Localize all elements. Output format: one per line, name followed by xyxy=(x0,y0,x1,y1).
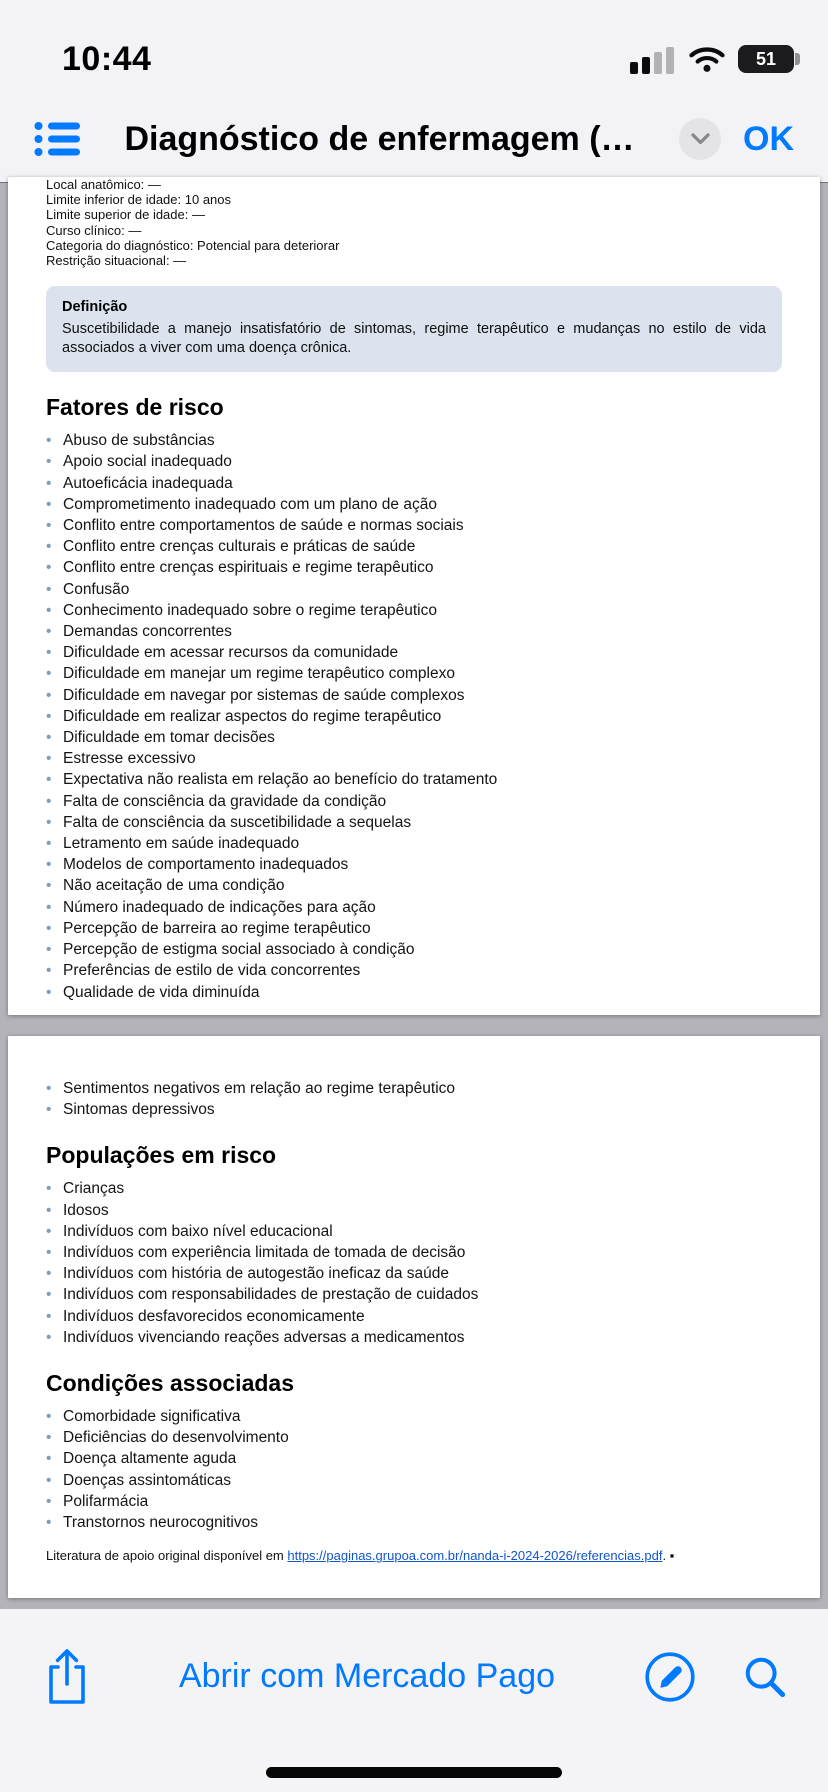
list-item xyxy=(46,706,782,727)
bullet-icon xyxy=(46,918,63,939)
markup-icon xyxy=(644,1651,696,1703)
list-item-text: Polifarmácia xyxy=(63,1492,149,1510)
bullet-icon xyxy=(46,1078,63,1099)
list-item xyxy=(46,600,782,621)
list-item-text: Modelos de comportamento inadequados xyxy=(63,856,349,874)
bullet-icon xyxy=(46,1491,63,1512)
list-item xyxy=(46,494,782,515)
bullet-icon xyxy=(46,621,63,642)
bullet-icon xyxy=(46,1099,63,1120)
wifi-icon xyxy=(689,46,725,73)
status-bar xyxy=(0,0,828,96)
list-item xyxy=(46,557,782,578)
list-item xyxy=(46,854,782,875)
bullet-icon xyxy=(46,769,63,790)
bullet-icon xyxy=(46,685,63,706)
list-item-text: Indivíduos com baixo nível educacional xyxy=(63,1222,333,1240)
bullet-icon xyxy=(46,748,63,769)
list-item xyxy=(46,875,782,896)
bullet-icon xyxy=(46,600,63,621)
list-item-text: Conhecimento inadequado sobre o regime terapêutico xyxy=(63,601,437,619)
toc-icon xyxy=(34,120,80,158)
risk-factors-heading: Fatores de risco xyxy=(46,394,224,421)
list-item xyxy=(46,918,782,939)
list-item xyxy=(46,1099,782,1120)
list-item-text: Indivíduos com história de autogestão ineficaz da saúde xyxy=(63,1265,450,1283)
bullet-icon xyxy=(46,1263,63,1284)
list-item-text: Falta de consciência da suscetibilidade a sequelas xyxy=(63,813,412,831)
cellular-signal-icon xyxy=(630,44,676,74)
list-item xyxy=(46,939,782,960)
pdf-page-1 xyxy=(8,177,820,1015)
list-item-text: Letramento em saúde inadequado xyxy=(63,835,300,853)
status-icons xyxy=(630,44,794,74)
bullet-icon xyxy=(46,833,63,854)
list-item xyxy=(46,536,782,557)
list-item xyxy=(46,1200,782,1221)
page-title: Diagnóstico de enfermagem (… xyxy=(124,119,635,158)
list-item xyxy=(46,982,782,1003)
references-suffix: . ▪ xyxy=(662,1548,675,1564)
list-item-text: Transtornos neurocognitivos xyxy=(63,1514,258,1532)
battery-nub xyxy=(795,53,800,65)
list-item xyxy=(46,769,782,790)
list-item-text: Doenças assintomáticas xyxy=(63,1471,231,1489)
associated-conditions-heading: Condições associadas xyxy=(46,1370,294,1397)
list-item-text: Dificuldade em manejar um regime terapêutico complexo xyxy=(63,665,455,683)
references-link[interactable]: https://paginas.grupoa.com.br/nanda-i-2024-2026/referencias.pdf xyxy=(287,1548,663,1564)
bullet-icon xyxy=(46,727,63,748)
list-item-text: Demandas concorrentes xyxy=(63,623,232,641)
list-item-text: Não aceitação de uma condição xyxy=(63,877,285,895)
bullet-icon xyxy=(46,1470,63,1491)
list-item-text: Dificuldade em realizar aspectos do regime terapêutico xyxy=(63,707,442,725)
list-item-text: Doença altamente aguda xyxy=(63,1450,237,1468)
list-item-text: Expectativa não realista em relação ao benefício do tratamento xyxy=(63,771,498,789)
bullet-icon xyxy=(46,982,63,1003)
list-item xyxy=(46,960,782,981)
list-item-text: Dificuldade em acessar recursos da comunidade xyxy=(63,644,399,662)
list-item-text: Autoeficácia inadequada xyxy=(63,474,233,492)
nav-bar xyxy=(0,96,828,182)
list-item xyxy=(46,515,782,536)
list-item-text: Indivíduos vivenciando reações adversas a medicamentos xyxy=(63,1328,465,1346)
populations-list xyxy=(46,1178,782,1348)
list-item xyxy=(46,1406,782,1427)
list-item-text: Conflito entre comportamentos de saúde e normas sociais xyxy=(63,517,464,535)
list-item xyxy=(46,685,782,706)
risk-factors-continued-list xyxy=(46,1078,782,1120)
list-item-text: Indivíduos desfavorecidos economicamente xyxy=(63,1307,365,1325)
associated-conditions-list xyxy=(46,1406,782,1533)
bullet-icon xyxy=(46,812,63,833)
list-item xyxy=(46,727,782,748)
bullet-icon xyxy=(46,791,63,812)
list-item-text: Dificuldade em tomar decisões xyxy=(63,729,275,747)
bullet-icon xyxy=(46,854,63,875)
risk-factors-list xyxy=(46,430,782,1002)
list-item xyxy=(46,642,782,663)
meta-line: Limite superior de idade: — xyxy=(46,207,205,223)
list-item-text: Deficiências do desenvolvimento xyxy=(63,1429,289,1447)
list-item-text: Comorbidade significativa xyxy=(63,1408,241,1426)
list-item-text: Indivíduos com experiência limitada de tomada de decisão xyxy=(63,1244,466,1262)
list-item xyxy=(46,1427,782,1448)
list-item-text: Comprometimento inadequado com um plano de ação xyxy=(63,495,437,513)
ok-button[interactable]: OK xyxy=(743,119,794,158)
table-of-contents-button[interactable] xyxy=(34,120,80,158)
bullet-icon xyxy=(46,579,63,600)
list-item xyxy=(46,1178,782,1199)
diagnosis-metadata xyxy=(46,177,782,268)
list-item-text: Crianças xyxy=(63,1180,125,1198)
search-icon xyxy=(742,1654,788,1700)
list-item-text: Preferências de estilo de vida concorrentes xyxy=(63,962,361,980)
list-item-text: Conflito entre crenças espirituais e regime terapêutico xyxy=(63,559,434,577)
definition-title: Definição xyxy=(62,299,128,316)
share-icon xyxy=(44,1648,90,1706)
list-item-text: Indivíduos com responsabilidades de prestação de cuidados xyxy=(63,1286,479,1304)
list-item xyxy=(46,748,782,769)
list-item xyxy=(46,833,782,854)
bullet-icon xyxy=(46,1200,63,1221)
meta-line: Categoria do diagnóstico: Potencial para deteriorar xyxy=(46,237,340,253)
definition-box xyxy=(46,286,782,372)
list-item xyxy=(46,1306,782,1327)
bullet-icon xyxy=(46,473,63,494)
definition-body: Suscetibilidade a manejo insatisfatório de sintomas, regime terapêutico e mudanças no estilo de vida associados a viver com uma doença crônica. xyxy=(62,321,766,357)
bullet-icon xyxy=(46,642,63,663)
references-prefix: Literatura de apoio original disponível em xyxy=(46,1548,288,1564)
list-item-text: Conflito entre crenças culturais e práticas de saúde xyxy=(63,538,416,556)
bullet-icon xyxy=(46,430,63,451)
bullet-icon xyxy=(46,897,63,918)
list-item xyxy=(46,663,782,684)
list-item-text: Apoio social inadequado xyxy=(63,453,232,471)
bullet-icon xyxy=(46,1284,63,1305)
list-item xyxy=(46,621,782,642)
list-item xyxy=(46,1263,782,1284)
list-item-text: Sintomas depressivos xyxy=(63,1101,215,1119)
bullet-icon xyxy=(46,960,63,981)
meta-line: Restrição situacional: — xyxy=(46,253,187,269)
bullet-icon xyxy=(46,1306,63,1327)
list-item-text: Confusão xyxy=(63,580,130,598)
list-item xyxy=(46,451,782,472)
share-button[interactable] xyxy=(44,1648,90,1706)
list-item xyxy=(46,1470,782,1491)
open-with-button[interactable]: Abrir com Mercado Pago xyxy=(178,1657,556,1695)
list-item-text: Qualidade de vida diminuída xyxy=(63,983,260,1001)
bullet-icon xyxy=(46,706,63,727)
list-item xyxy=(46,430,782,451)
bullet-icon xyxy=(46,536,63,557)
references-footer xyxy=(46,1548,782,1564)
list-item xyxy=(46,1242,782,1263)
list-item xyxy=(46,1448,782,1469)
bullet-icon xyxy=(46,663,63,684)
list-item xyxy=(46,1491,782,1512)
bullet-icon xyxy=(46,1178,63,1199)
pdf-page-2 xyxy=(8,1036,820,1598)
meta-line: Local anatômico: — xyxy=(46,177,161,192)
list-item-text: Falta de consciência da gravidade da condição xyxy=(63,792,387,810)
bullet-icon xyxy=(46,1327,63,1348)
list-item xyxy=(46,1221,782,1242)
bullet-icon xyxy=(46,1221,63,1242)
bullet-icon xyxy=(46,1448,63,1469)
list-item-text: Estresse excessivo xyxy=(63,750,196,768)
bullet-icon xyxy=(46,1242,63,1263)
list-item xyxy=(46,1078,782,1099)
chevron-down-button[interactable] xyxy=(679,118,721,160)
bullet-icon xyxy=(46,1406,63,1427)
list-item xyxy=(46,1512,782,1533)
list-item-text: Abuso de substâncias xyxy=(63,432,215,450)
bullet-icon xyxy=(46,875,63,896)
list-item xyxy=(46,1327,782,1348)
bullet-icon xyxy=(46,451,63,472)
bullet-icon xyxy=(46,494,63,515)
list-item xyxy=(46,473,782,494)
home-indicator[interactable] xyxy=(266,1767,562,1778)
chevron-down-icon xyxy=(691,133,710,145)
bottom-toolbar xyxy=(0,1608,828,1792)
status-time: 10:44 xyxy=(62,39,152,78)
list-item-text: Percepção de barreira ao regime terapêutico xyxy=(63,919,371,937)
bullet-icon xyxy=(46,1512,63,1533)
list-item xyxy=(46,1284,782,1305)
populations-heading: Populações em risco xyxy=(46,1142,277,1169)
meta-line: Curso clínico: — xyxy=(46,222,142,238)
bullet-icon xyxy=(46,939,63,960)
list-item xyxy=(46,791,782,812)
meta-line: Limite inferior de idade: 10 anos xyxy=(46,192,232,208)
list-item-text: Sentimentos negativos em relação ao regime terapêutico xyxy=(63,1080,456,1097)
list-item xyxy=(46,897,782,918)
list-item-text: Percepção de estigma social associado à condição xyxy=(63,941,415,959)
battery-icon xyxy=(738,45,794,73)
bullet-icon xyxy=(46,515,63,536)
list-item xyxy=(46,812,782,833)
search-button[interactable] xyxy=(742,1654,788,1700)
bullet-icon xyxy=(46,557,63,578)
battery-percent: 51 xyxy=(755,48,777,69)
list-item-text: Idosos xyxy=(63,1201,109,1219)
list-item-text: Dificuldade em navegar por sistemas de saúde complexos xyxy=(63,686,465,704)
list-item xyxy=(46,579,782,600)
document-scroll-area[interactable] xyxy=(0,177,828,1608)
list-item-text: Número inadequado de indicações para ação xyxy=(63,898,376,916)
markup-button[interactable] xyxy=(644,1651,696,1703)
bullet-icon xyxy=(46,1427,63,1448)
